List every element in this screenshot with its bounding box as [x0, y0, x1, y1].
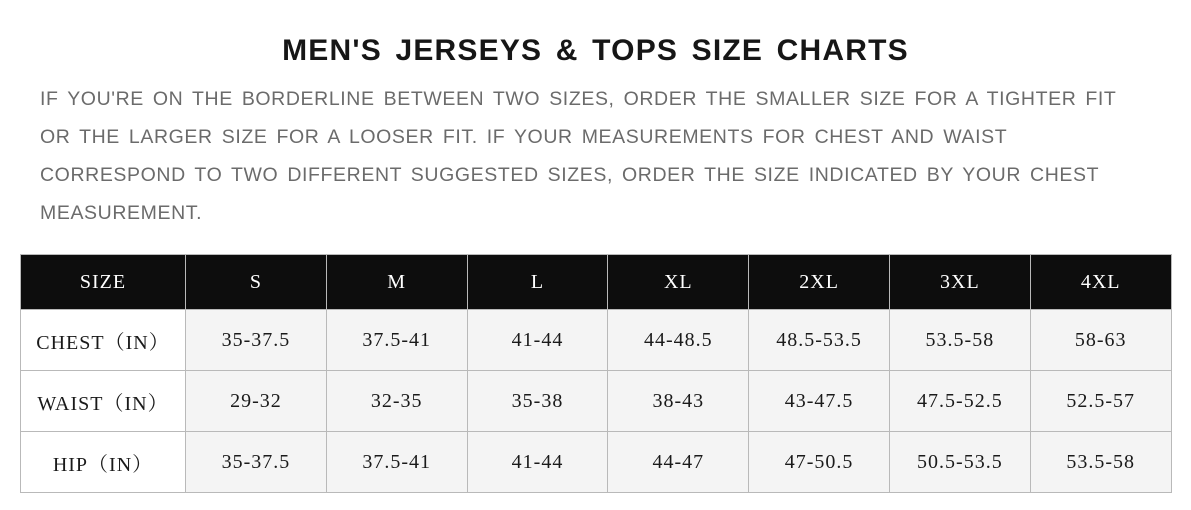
table-row — [21, 371, 1172, 432]
size-chart-table — [20, 254, 1172, 493]
cell-hip-2xl: 47-50.5 — [749, 432, 890, 493]
cell-waist-3xl: 47.5-52.5 — [889, 371, 1030, 432]
cell-hip-m: 37.5-41 — [326, 432, 467, 493]
cell-chest-s: 35-37.5 — [186, 310, 327, 371]
column-header-m: M — [326, 255, 467, 310]
page-title: MEN'S JERSEYS & TOPS SIZE CHARTS — [282, 34, 909, 67]
cell-waist-4xl: 52.5-57 — [1030, 371, 1171, 432]
cell-hip-3xl: 50.5-53.5 — [889, 432, 1030, 493]
row-label-hip: HIP（IN） — [21, 432, 186, 493]
column-header-4xl: 4XL — [1030, 255, 1171, 310]
cell-hip-l: 41-44 — [467, 432, 608, 493]
cell-chest-2xl: 48.5-53.5 — [749, 310, 890, 371]
column-header-2xl: 2XL — [749, 255, 890, 310]
cell-hip-s: 35-37.5 — [186, 432, 327, 493]
cell-waist-m: 32-35 — [326, 371, 467, 432]
size-chart-table-container — [20, 254, 1171, 493]
cell-chest-3xl: 53.5-58 — [889, 310, 1030, 371]
cell-chest-m: 37.5-41 — [326, 310, 467, 371]
cell-waist-2xl: 43-47.5 — [749, 371, 890, 432]
cell-waist-xl: 38-43 — [608, 371, 749, 432]
cell-hip-xl: 44-47 — [608, 432, 749, 493]
column-header-3xl: 3XL — [889, 255, 1030, 310]
row-label-waist: WAIST（IN） — [21, 371, 186, 432]
intro-paragraph: IF YOU'RE ON THE BORDERLINE BETWEEN TWO SIZES, ORDER THE SMALLER SIZE FOR A TIGHTER FIT OR THE LARGER SIZE FOR A LOOSER FIT. IF YOUR MEASUREMENTS FOR CHEST AND WAIST CORRESPOND TO TWO DIFFERENT SUGGESTED SIZES, ORDER THE SIZE INDICATED BY YOUR CHEST MEASUREMENT. — [40, 88, 1117, 224]
column-header-l: L — [467, 255, 608, 310]
column-header-s: S — [186, 255, 327, 310]
table-header-row — [21, 255, 1172, 310]
table-header — [21, 255, 1172, 310]
row-label-chest: CHEST（IN） — [21, 310, 186, 371]
cell-chest-xl: 44-48.5 — [608, 310, 749, 371]
table-body — [21, 310, 1172, 493]
column-header-xl: XL — [608, 255, 749, 310]
cell-chest-4xl: 58-63 — [1030, 310, 1171, 371]
cell-waist-l: 35-38 — [467, 371, 608, 432]
cell-hip-4xl: 53.5-58 — [1030, 432, 1171, 493]
table-row — [21, 310, 1172, 371]
cell-chest-l: 41-44 — [467, 310, 608, 371]
table-row — [21, 432, 1172, 493]
cell-waist-s: 29-32 — [186, 371, 327, 432]
column-header-size: SIZE — [21, 255, 186, 310]
